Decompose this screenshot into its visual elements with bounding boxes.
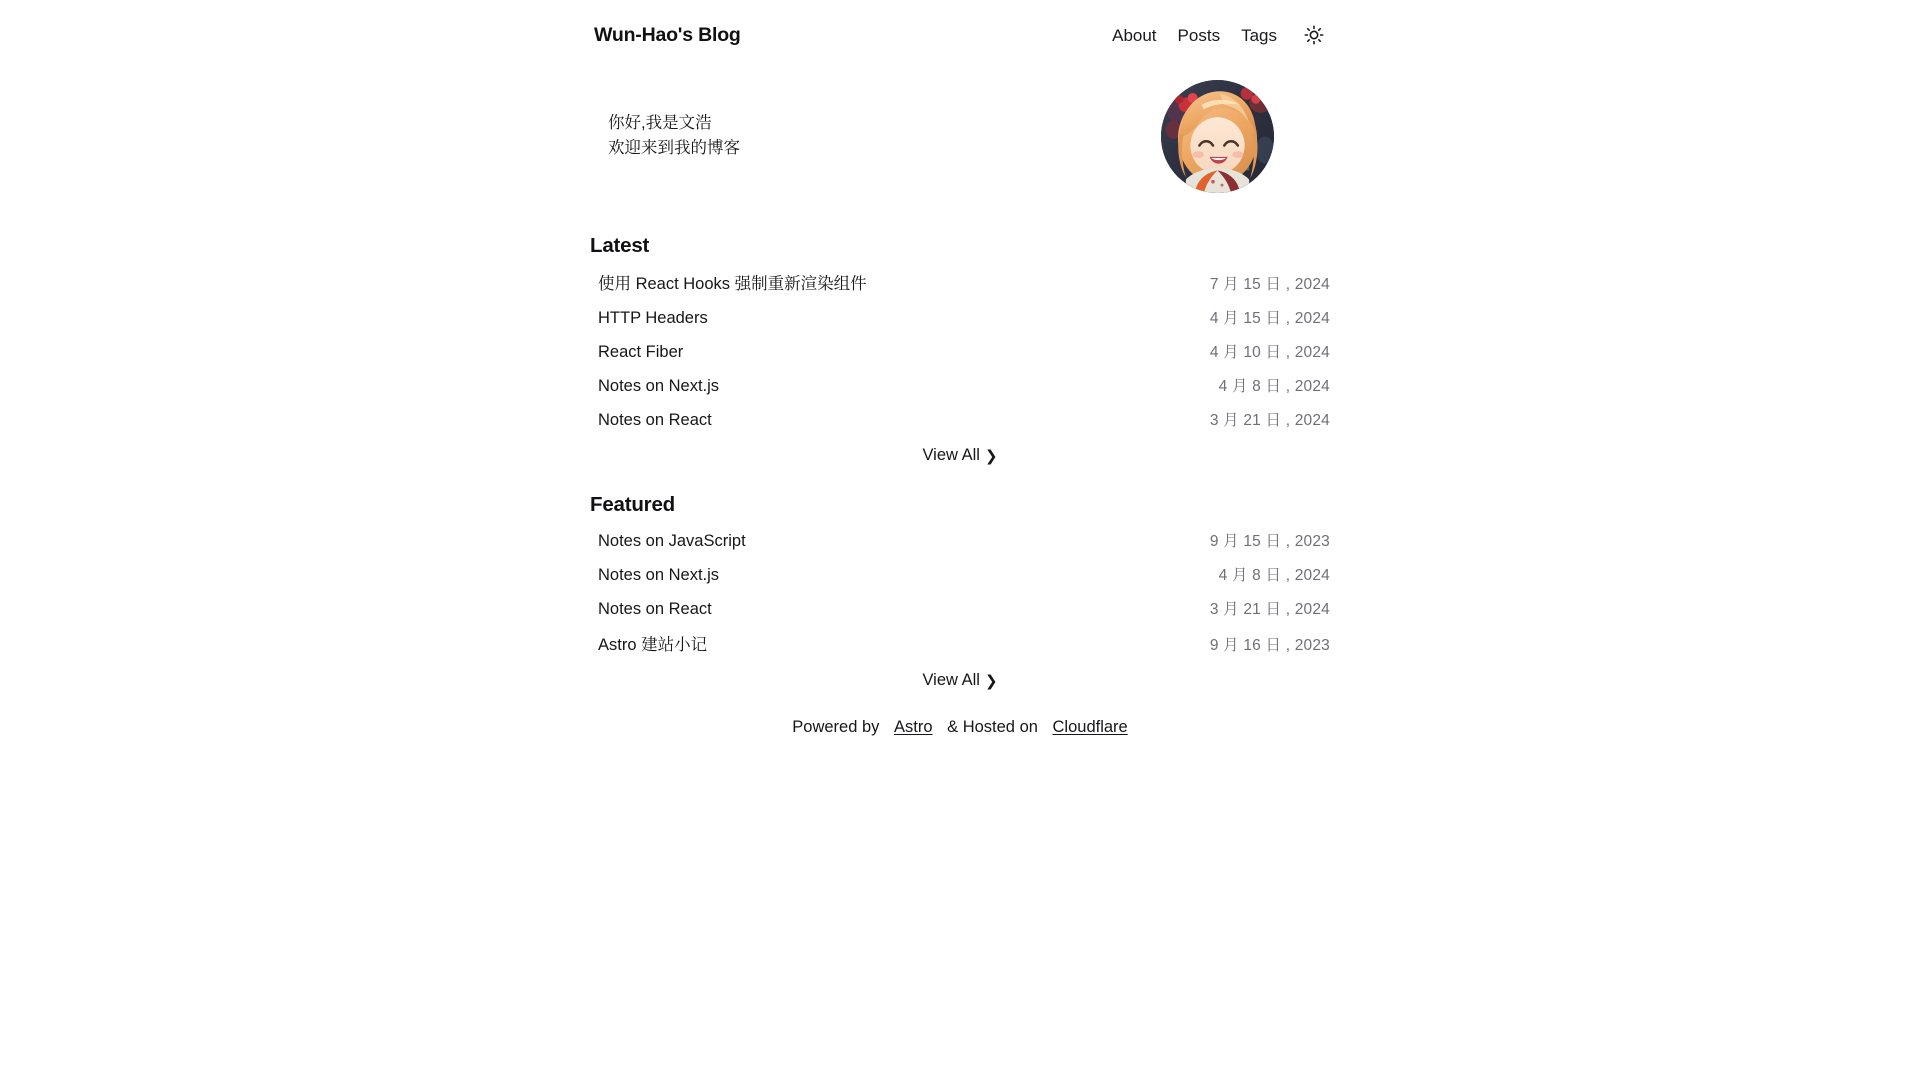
featured-post-list: [590, 523, 1330, 661]
post-date: 4 月 8 日 , 2024: [1218, 567, 1330, 584]
nav-item-about[interactable]: About: [1112, 25, 1157, 45]
post-date: 7 月 15 日 , 2024: [1209, 276, 1330, 293]
site-footer: [580, 692, 1340, 737]
featured-view-all-link[interactable]: [922, 671, 997, 690]
latest-section-title: Latest: [590, 234, 650, 257]
nav-item-tags[interactable]: Tags: [1241, 25, 1277, 45]
sun-icon: [1304, 25, 1324, 45]
chevron-right-icon: ❯: [984, 672, 998, 690]
footer-middle-text: & Hosted on: [947, 718, 1038, 736]
list-item[interactable]: [590, 591, 1330, 625]
latest-section: [580, 234, 1340, 467]
footer-space-1: [879, 718, 894, 737]
footer-link-cloudflare[interactable]: Cloudflare: [1052, 718, 1128, 736]
list-item[interactable]: [590, 264, 1330, 300]
list-item[interactable]: [590, 523, 1330, 557]
post-title[interactable]: 使用 React Hooks 强制重新渲染组件: [598, 275, 867, 293]
featured-view-all-label: View All: [922, 671, 980, 689]
latest-view-all-link[interactable]: [922, 446, 997, 465]
list-item[interactable]: [590, 300, 1330, 334]
list-item[interactable]: [590, 557, 1330, 591]
greeting-line-2: 欢迎来到我的博客: [608, 139, 740, 157]
footer-space-2: [933, 718, 948, 737]
list-item[interactable]: [590, 368, 1330, 402]
post-title[interactable]: Notes on JavaScript: [598, 532, 746, 550]
latest-post-list: [590, 264, 1330, 436]
footer-space-3: [1038, 718, 1053, 737]
post-date: 3 月 21 日 , 2024: [1209, 412, 1330, 429]
avatar-illustration: [1161, 80, 1274, 193]
post-title[interactable]: HTTP Headers: [598, 309, 708, 327]
list-item[interactable]: [590, 402, 1330, 436]
post-title[interactable]: Notes on Next.js: [598, 377, 720, 395]
list-item[interactable]: [590, 334, 1330, 368]
post-title[interactable]: Notes on React: [598, 600, 712, 618]
latest-view-all-label: View All: [922, 446, 980, 464]
chevron-right-icon: ❯: [984, 447, 998, 465]
content-column: [580, 8, 1340, 737]
footer-link-astro[interactable]: Astro: [894, 718, 933, 736]
main-nav: [1112, 21, 1328, 49]
latest-view-all-wrap: [590, 436, 1330, 467]
featured-view-all-wrap: [590, 661, 1330, 692]
post-date: 4 月 15 日 , 2024: [1209, 310, 1330, 327]
greeting-text: [608, 111, 740, 161]
nav-item-posts[interactable]: Posts: [1177, 25, 1221, 45]
post-title[interactable]: React Fiber: [598, 343, 684, 361]
greeting-line-1: 你好,我是文浩: [608, 113, 712, 132]
post-date: 9 月 15 日 , 2023: [1209, 533, 1330, 550]
hero-section: [580, 62, 1340, 212]
post-title[interactable]: Notes on React: [598, 411, 712, 429]
footer-prefix-text: Powered by: [792, 718, 880, 736]
site-title[interactable]: Wun-Hao's Blog: [594, 23, 741, 46]
post-date: 9 月 16 日 , 2023: [1209, 637, 1330, 654]
featured-section: [580, 493, 1340, 692]
site-header: [580, 8, 1340, 62]
post-title[interactable]: Astro 建站小记: [598, 636, 708, 654]
post-date: 4 月 10 日 , 2024: [1209, 344, 1330, 361]
avatar: [1161, 80, 1274, 193]
list-item[interactable]: [590, 625, 1330, 661]
post-date: 3 月 21 日 , 2024: [1209, 601, 1330, 618]
post-date: 4 月 8 日 , 2024: [1218, 378, 1330, 395]
theme-toggle-button[interactable]: [1300, 21, 1328, 49]
featured-section-title: Featured: [590, 493, 675, 516]
post-title[interactable]: Notes on Next.js: [598, 566, 720, 584]
